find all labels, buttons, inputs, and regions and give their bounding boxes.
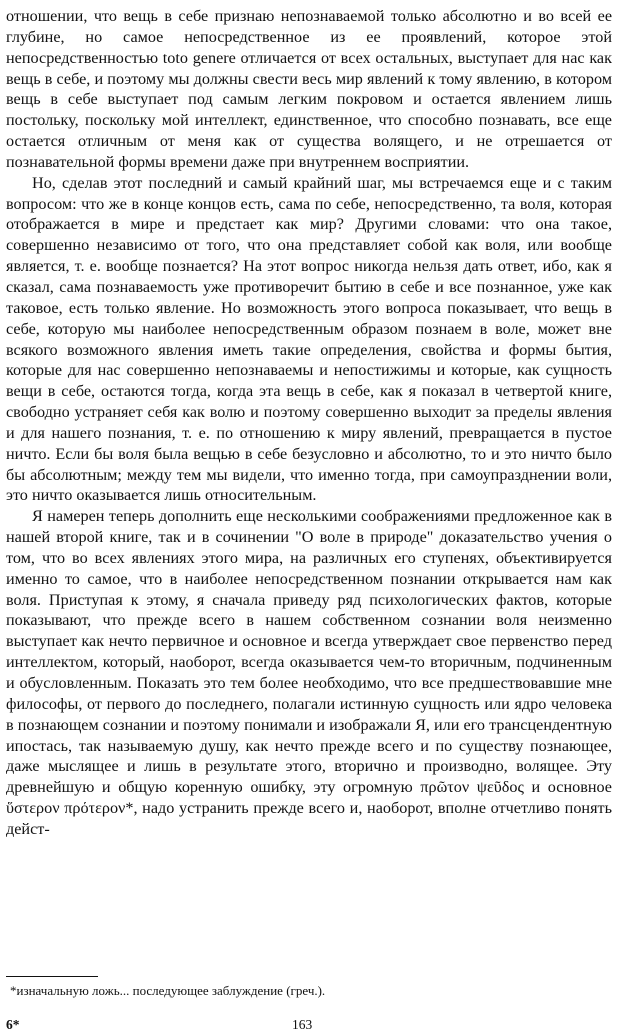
signature-mark: 6* bbox=[6, 1017, 20, 1032]
page-number: 163 bbox=[292, 1017, 313, 1032]
paragraph-2: Но, сделав этот последний и самый крайний шаг, мы встречаемся еще и с таким вопросом: что же в конце концов есть, сама по себе, непосредственно, та воля, которая отображается в мире и предстает как мир? Другими словами: что она такое, совершенно независимо от того, что она представляет собой как воля, или вообще является, т. е. вообще познается? На этот вопрос никогда нельзя дать ответ, ибо, как я сказал, сама познаваемость уже противоречит бытию в себе и все познанное, уже как таковое, есть только явление. Но возможность этого вопроса показывает, что вещь в себе, которую мы наиболее непосредственным образом познаем в воле, может вне всякого возможного явления иметь такие определения, свойства и формы бытия, которые для нас совершенно непознаваемы и непостижимы и которые, как сущность вещи в себе, остаются тогда, когда эта вещь в себе, как я показал в четвертой книге, свободно устраняет себя как волю и поэтому совершенно выходит за пределы явления и для нашего познания, т. е. по отношению к миру явлений, превращается в пустое ничто. Если бы воля была вещью в себе безусловно и абсолютно, то и это ничто было бы абсолютным; между тем мы видели, что именно тогда, при самоупразднении воли, это ничто оказывается лишь относительным. bbox=[6, 173, 612, 505]
footnote: *изначальную ложь... последующее заблуждение (греч.). bbox=[10, 983, 326, 998]
main-text bbox=[6, 6, 612, 840]
paragraph-3: Я намерен теперь дополнить еще несколькими соображениями предложенное как в нашей второй книге, так и в сочинении "О воле в природе" доказательство учения о том, что во всех явлениях этого мира, на различных его ступенях, объективируется именно то самое, что в наиболее непосредственном познании открывается нам как воля. Приступая к этому, я сначала приведу ряд психологических фактов, которые показывают, что прежде всего в нашем собственном сознании воля неизменно выступает как нечто первичное и основное и всегда утверждает свое первенство перед интеллектом, который, наоборот, всегда оказывается чем-то вторичным, подчиненным и обусловленным. Показать это тем более необходимо, что все предшествовавшие мне философы, от первого до последнего, полагали истинную сущность или ядро человека в познающем сознании и поэтому понимали и изображали Я, или его трансцендентную ипостась, так называемую душу, как нечто прежде всего и по существу познающее, даже мыслящее и лишь в результате этого, вторично и производно, волящее. Эту древнейшую и общую коренную ошибку, эту огромную πρῶτον ψεῦδος и основное ὕστερον πρότερον*, надо устранить прежде всего и, наоборот, вполне отчетливо понять дейст- bbox=[6, 507, 612, 838]
paragraph-1: отношении, что вещь в себе признаю непознаваемой только абсолютно и во всей ее глубине, но самое непосредственное из ее проявлений, которое этой непосредственностью toto genere отличается от всех остальных, выступает для нас как вещь в себе, и поэтому мы должны свести весь мир явлений к тому явлению, в котором вещь в себе выступает под самым легким покровом и остается явлением лишь постольку, поскольку мой интеллект, единственное, что способно познавать, все еще остается отличным от меня как от существа волящего, и не отрешается от познавательной формы времени даже при внутреннем восприятии. bbox=[6, 7, 612, 171]
footnote-rule bbox=[6, 976, 98, 977]
